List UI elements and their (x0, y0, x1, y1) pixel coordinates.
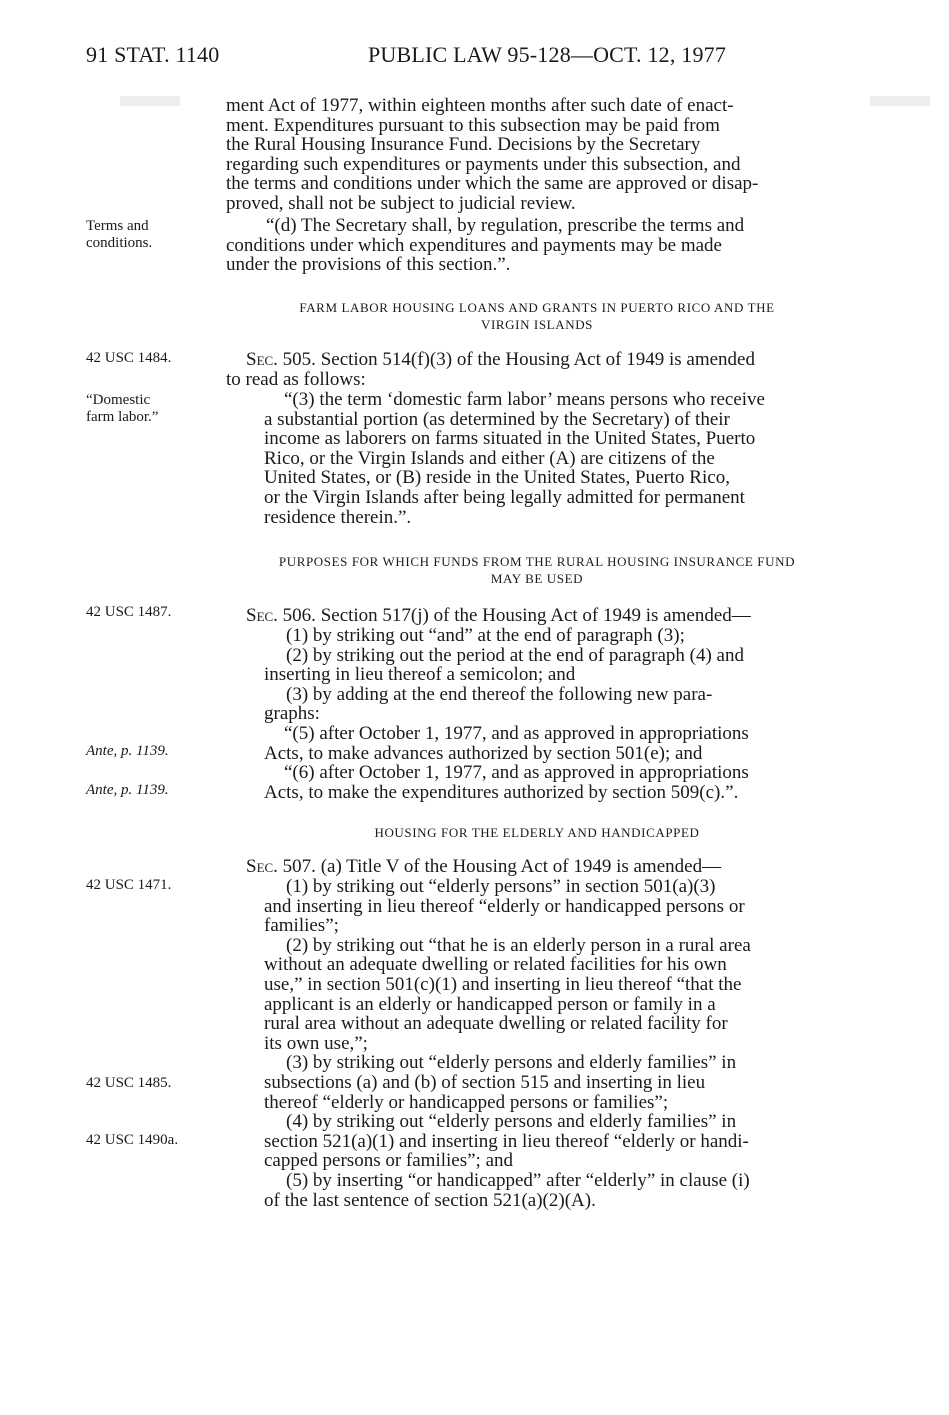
section-507-items (264, 877, 848, 1210)
text-line: families”; (264, 915, 339, 937)
text-line: (2) by striking out “that he is an elderly person in a rural area (286, 934, 751, 956)
section-heading-505: FARM LABOR HOUSING LOANS AND GRANTS IN PUERTO RICO AND THE VIRGIN ISLANDS (299, 300, 775, 332)
section-label: Sec. 506. (246, 605, 316, 626)
text-line: (5) by inserting “or handicapped” after “elderly” in clause (i) (286, 1169, 750, 1191)
text-line: applicant is an elderly or handicapped person or family in a (264, 993, 716, 1015)
margin-note-usc-1485: 42 USC 1485. (86, 1075, 172, 1091)
text-line: (3) by striking out “elderly persons and elderly families” in (286, 1052, 737, 1074)
text-line: proved, shall not be subject to judicial review. (226, 192, 576, 214)
text-line: residence therein.”. (264, 506, 412, 528)
text-line: or the Virgin Islands after being legally admitted for permanent (264, 486, 745, 508)
section-505 (226, 350, 848, 389)
text-line: inserting in lieu thereof a semicolon; and (264, 664, 576, 686)
text-line: Section 517(j) of the Housing Act of 1949 is amended— (320, 605, 751, 626)
margin-note-ante-2: Ante, p. 1139. (86, 782, 169, 798)
text-line: and inserting in lieu thereof “elderly or handicapped persons or (264, 895, 745, 917)
text-line: Section 514(f)(3) of the Housing Act of 1949 is amended (320, 349, 755, 370)
margin-note-terms-conditions: Terms and conditions. (86, 218, 153, 251)
text-line: rural area without an adequate dwelling or related facility for (264, 1013, 728, 1035)
text-line: (a) Title V of the Housing Act of 1949 is amended— (320, 856, 722, 877)
text-line: use,” in section 501(c)(1) and inserting in lieu thereof “that the (264, 973, 742, 995)
text-line: the Rural Housing Insurance Fund. Decisions by the Secretary (226, 134, 701, 156)
text-line: a substantial portion (as determined by the Secretary) of their (264, 408, 730, 430)
section-heading-506: PURPOSES FOR WHICH FUNDS FROM THE RURAL HOUSING INSURANCE FUND MAY BE USED (278, 554, 796, 586)
text-line: (1) by striking out “elderly persons” in section 501(a)(3) (286, 876, 716, 897)
text-line: Acts, to make the expenditures authorized by section 509(c).”. (264, 781, 739, 803)
margin-note-usc-1490a: 42 USC 1490a. (86, 1132, 179, 1148)
text-line: ment. Expenditures pursuant to this subsection may be paid from (226, 114, 720, 136)
margin-note-ante-1: Ante, p. 1139. (86, 743, 169, 759)
text-line: capped persons or families”; and (264, 1150, 514, 1172)
margin-note-usc-1487: 42 USC 1487. (86, 604, 172, 620)
section-507 (226, 857, 848, 877)
text-line: (4) by striking out “elderly persons and elderly families” in (286, 1111, 737, 1133)
section-heading-507: HOUSING FOR THE ELDERLY AND HANDICAPPED (374, 825, 700, 840)
margin-note-usc-1471: 42 USC 1471. (86, 877, 172, 893)
bleed-through-mark (120, 96, 180, 106)
section-506 (226, 606, 848, 626)
text-line: ment Act of 1977, within eighteen months after such date of enact- (226, 95, 734, 116)
section-label: Sec. 507. (246, 856, 316, 877)
text-line: “(5) after October 1, 1977, and as approved in appropriations (284, 722, 749, 744)
page-running-title: PUBLIC LAW 95-128—OCT. 12, 1977 (368, 42, 727, 67)
margin-note-usc-1484: 42 USC 1484. (86, 350, 172, 366)
text-line: its own use,”; (264, 1032, 368, 1054)
text-line: Rico, or the Virgin Islands and either (A) are citizens of the (264, 447, 715, 469)
text-line: “(d) The Secretary shall, by regulation, prescribe the terms and (266, 215, 745, 236)
text-line: income as laborers on farms situated in the United States, Puerto (264, 428, 756, 450)
subsection-d (226, 216, 848, 275)
text-line: conditions under which expenditures and payments may be made (226, 234, 722, 256)
text-line: thereof “elderly or handicapped persons or families”; (264, 1091, 669, 1113)
text-line: subsections (a) and (b) of section 515 and inserting in lieu (264, 1071, 706, 1093)
text-line: under the provisions of this section.”. (226, 254, 511, 276)
text-line: regarding such expenditures or payments under this subsection, and (226, 153, 741, 175)
text-line: to read as follows: (226, 368, 366, 390)
text-line: “(6) after October 1, 1977, and as approved in appropriations (284, 762, 749, 784)
text-line: of the last sentence of section 521(a)(2)(A). (264, 1189, 596, 1211)
text-line: (2) by striking out the period at the end of paragraph (4) and (286, 644, 744, 666)
text-line: United States, or (B) reside in the United States, Puerto Rico, (264, 467, 730, 489)
text-line: “(3) the term ‘domestic farm labor’ means persons who receive (284, 389, 765, 410)
text-line: section 521(a)(1) and inserting in lieu thereof “elderly or handi- (264, 1130, 749, 1152)
text-line: (1) by striking out “and” at the end of paragraph (3); (286, 625, 685, 646)
text-line: Acts, to make advances authorized by section 501(e); and (264, 742, 703, 764)
text-line: (3) by adding at the end thereof the following new para- (286, 683, 713, 705)
section-506-items (264, 626, 848, 802)
page-stat-number: 91 STAT. 1140 (86, 42, 220, 67)
text-line: graphs: (264, 703, 320, 725)
bleed-through-mark (870, 96, 930, 106)
section-505-quote (264, 390, 848, 527)
continuation-paragraph (226, 96, 848, 214)
text-line: without an adequate dwelling or related facilities for his own (264, 954, 727, 976)
section-label: Sec. 505. (246, 349, 316, 370)
margin-note-domestic-farm-labor: “Domestic farm labor.” (86, 392, 159, 425)
text-line: the terms and conditions under which the same are approved or disap- (226, 173, 759, 195)
